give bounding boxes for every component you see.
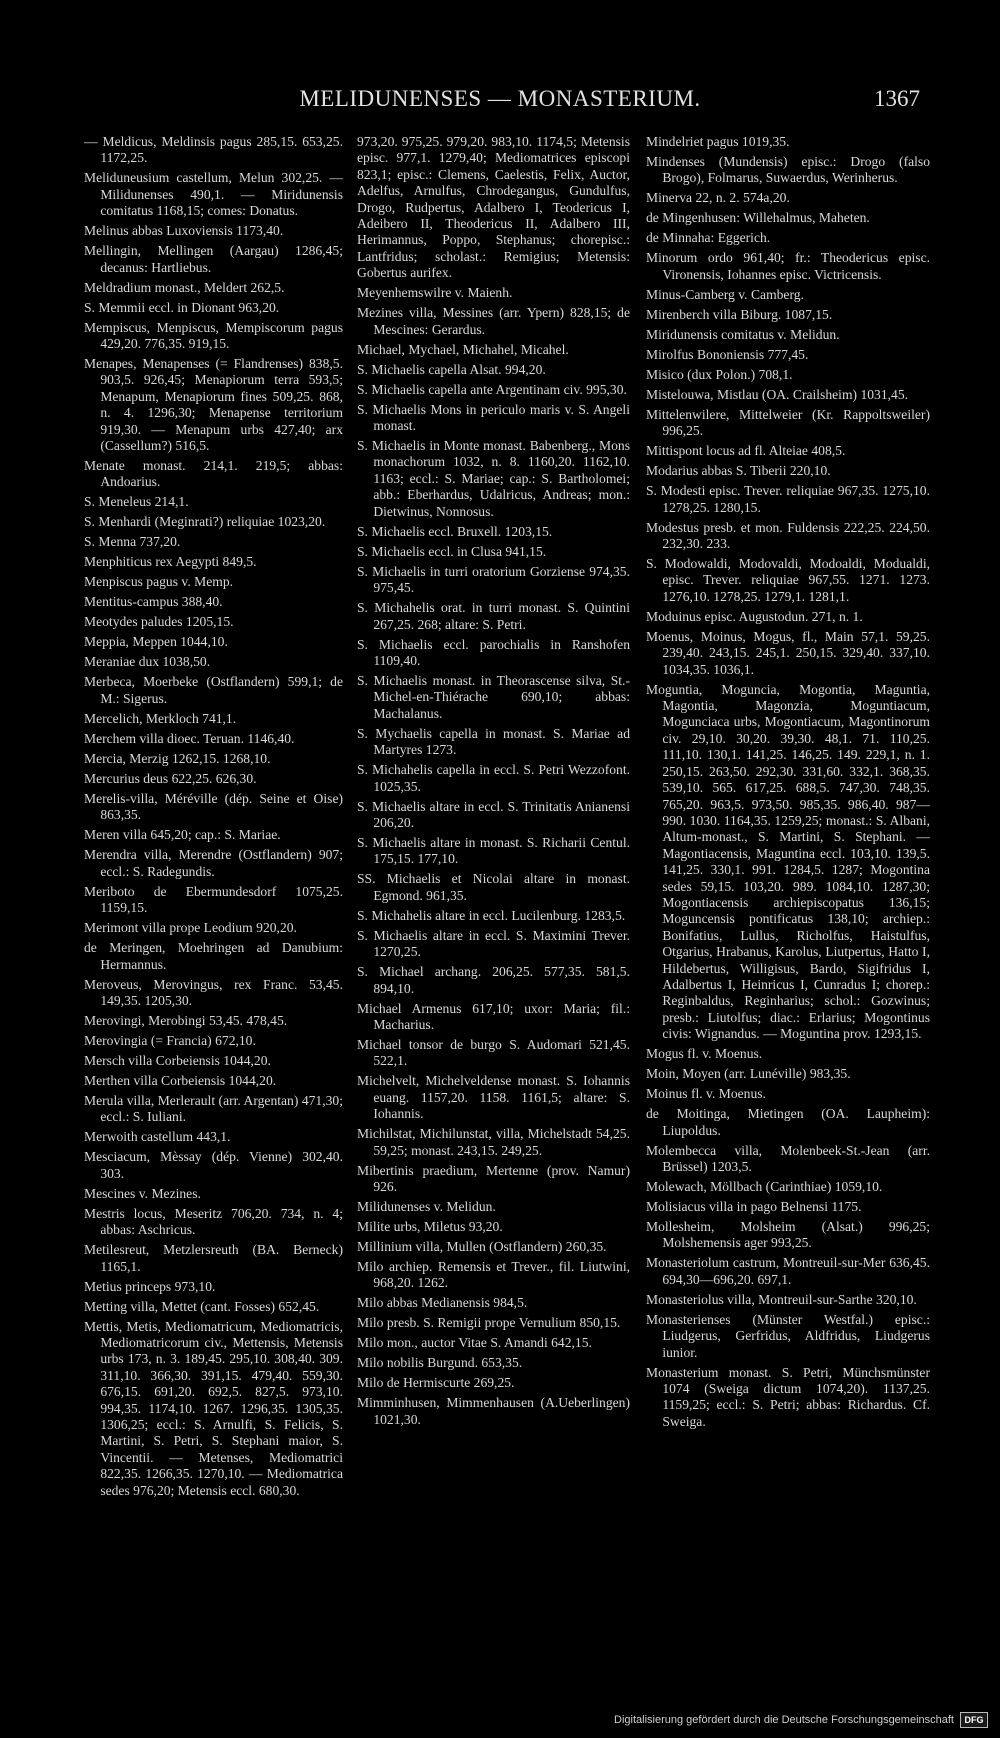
index-entry: S. Michaelis eccl. in Clusa 941,15.: [357, 543, 547, 559]
index-entry: S. Michaelis eccl. Bruxell. 1203,15.: [357, 523, 553, 539]
index-entry: Meotydes paludes 1205,15.: [84, 614, 234, 630]
index-entry: Modestus presb. et mon. Fuldensis 222,25. 224,50. 232,30. 233.: [646, 519, 930, 552]
index-entry: S. Michaelis altare in eccl. S. Maximini Trever. 1270,25.: [357, 927, 630, 960]
index-entry: Michael Armenus 617,10; uxor: Maria; fil.: Macharius.: [357, 1000, 630, 1032]
index-entry: Mirenberch villa Biburg. 1087,15.: [646, 306, 833, 322]
index-entry: Merendra villa, Merendre (Ostflandern) 907; eccl.: S. Radegundis.: [84, 847, 343, 879]
index-entry: Milo abbas Medianensis 984,5.: [357, 1295, 528, 1311]
index-entry: Menate monast. 214,1. 219,5; abbas: Andoarius.: [84, 458, 343, 490]
page-title: MELIDUNENSES — MONASTERIUM.: [299, 86, 701, 111]
index-entry: Merwoith castellum 443,1.: [84, 1129, 231, 1145]
index-entry: Menpiscus pagus v. Memp.: [84, 574, 234, 590]
index-column-2: [357, 134, 630, 1432]
index-entry: S. Modowaldi, Modovaldi, Modoaldi, Modualdi, episc. Trever. reliquiae 967,55. 1271. 1273. 1276,10. 1278,25. 1279,1. 1281,1.: [646, 556, 930, 604]
index-entry: S. Michael archang. 206,25. 577,35. 581,5. 894,10.: [357, 964, 630, 996]
index-entry: Milo mon., auctor Vitae S. Amandi 642,15.: [357, 1335, 592, 1351]
dfg-logo-icon: DFG: [960, 1712, 988, 1728]
credit-text: Digitalisierung gefördert durch die Deutsche Forschungsgemeinschaft: [614, 1714, 954, 1726]
index-entry: Mibertinis praedium, Mertenne (prov. Namur) 926.: [357, 1162, 630, 1194]
index-entry: Moguntia, Moguncia, Mogontia, Maguntia, Magontia, Magonzia, Moguntiacum, Mogunciaca urbs, Mogontiacum, Magontinorum civ. 29,10. 30,20. 39,30. 48,1. 71. 110,25. 111,10. 130,1. 141,25. 146,25. 149. 229,1, n. 1. 250,15. 263,50. 292,30. 331,60. 332,1. 368,35. 539,10. 565. 617,25. 688,5. 747,30. 748,35. 765,20. 963,5. 973,50. 985,35. 986,40. 987—990. 1030. 1164,35. 1259,25; monast.: S. Albani, Altum-monast., S. Martini, S. Stephani. — Magontiacensis, Maguntina eccl. 103,10. 139,5. 141,25. 330,1. 991. 1284,5. 1287; Mogontina sedes 59,15. 103,20. 989. 1084,10. 1287,30; Mogontiacensis archiepiscopatus 136,15; Moguncensis pontificatus 138,10; archiep.: Bonifatius, Lullus, Richolfus, Haistulfus, Otgarius, Hrabanus, Karolus, Liutpertus, Hatto I, Hildebertus, Willigisus, Bardo, Sigifridus I, Adalbertus I, Heinricus I, Cunradus I; chorep.: Reginbaldus, Reginharius; schol.: Gozwinus; presb.: Liutolfus; diac.: Erlarius; Mogontinus civis: Wignandus. — Moguntina prov. 1293,15.: [646, 681, 930, 1042]
index-entry: Mirolfus Bononiensis 777,45.: [646, 346, 809, 362]
index-entry: S. Michahelis altare in eccl. Lucilenburg. 1283,5.: [357, 907, 626, 923]
index-entry: — Meldicus, Meldinsis pagus 285,15. 653,25. 1172,25.: [84, 134, 343, 166]
index-entry: Menphiticus rex Aegypti 849,5.: [84, 554, 257, 570]
index-entry: Michael, Mychael, Michahel, Micahel.: [357, 341, 569, 357]
index-entry: Mempiscus, Menpiscus, Mempiscorum pagus 429,20. 776,35. 919,15.: [84, 319, 343, 352]
index-entry: Monasteriolum castrum, Montreuil-sur-Mer 636,45. 694,30—696,20. 697,1.: [646, 1255, 930, 1287]
index-entry: S. Menna 737,20.: [84, 534, 181, 550]
index-entry: Monasterienses (Münster Westfal.) episc.: Liudgerus, Gerfridus, Aldfridus, Liudgerus iunior.: [646, 1311, 930, 1360]
index-entry: Mentitus-campus 388,40.: [84, 594, 223, 610]
index-entry: Mimminhusen, Mimmenhausen (A.Ueberlingen) 1021,30.: [357, 1395, 630, 1427]
index-entry: Mollesheim, Molsheim (Alsat.) 996,25; Molshemensis ager 993,25.: [646, 1219, 930, 1251]
index-entry: Merimont villa prope Leodium 920,20.: [84, 920, 297, 936]
digitization-credit: [614, 1712, 988, 1728]
index-entry: Michael tonsor de burgo S. Audomari 521,45. 522,1.: [357, 1036, 630, 1069]
index-entry: S. Mychaelis capella in monast. S. Mariae ad Martyres 1273.: [357, 725, 630, 758]
index-entry: Meraniae dux 1038,50.: [84, 654, 211, 670]
index-entry: Molisiacus villa in pago Belnensi 1175.: [646, 1199, 862, 1214]
index-entry: S. Meneleus 214,1.: [84, 494, 189, 510]
index-entry: Mellingin, Mellingen (Aargau) 1286,45; decanus: Hartliebus.: [84, 243, 343, 275]
index-entry: Mercelich, Merkloch 741,1.: [84, 710, 237, 726]
index-entry: Mestris locus, Meseritz 706,20. 734, n. 4; abbas: Aschricus.: [84, 1205, 343, 1238]
index-entry: Mescines v. Mezines.: [84, 1185, 201, 1201]
index-entry: S. Michaelis altare in eccl. S. Trinitatis Anianensi 206,20.: [357, 798, 630, 830]
index-entry: Milo nobilis Burgund. 653,35.: [357, 1355, 523, 1371]
index-entry: Mindenses (Mundensis) episc.: Drogo (falso Brogo), Folmarus, Suwaerdus, Werinherus.: [646, 154, 930, 186]
index-entry: Meldradium monast., Meldert 262,5.: [84, 279, 285, 295]
index-entry: Meroveus, Merovingus, rex Franc. 53,45. 149,35. 1205,30.: [84, 976, 343, 1008]
index-entry: Meren villa 645,20; cap.: S. Mariae.: [84, 827, 281, 843]
index-entry: Moduinus episc. Augustodun. 271, n. 1.: [646, 608, 863, 624]
index-entry: Milo presb. S. Remigii prope Vernulium 850,15.: [357, 1315, 621, 1331]
index-entry: de Meringen, Moehringen ad Danubium: Hermannus.: [84, 940, 343, 972]
index-entry: Milidunenses v. Melidun.: [357, 1199, 496, 1214]
index-entry: Merbeca, Moerbeke (Ostflandern) 599,1; de M.: Sigerus.: [84, 674, 343, 706]
index-entry: S. Michaelis capella ante Argentinam civ. 995,30.: [357, 381, 627, 397]
index-entry: S. Modesti episc. Trever. reliquiae 967,35. 1275,10. 1278,25. 1280,15.: [646, 483, 930, 515]
index-entry: S. Memmii eccl. in Dionant 963,20.: [84, 299, 280, 315]
index-entry: de Moitinga, Mietingen (OA. Laupheim): Liupoldus.: [646, 1106, 930, 1138]
index-entry: Merula villa, Merlerault (arr. Argentan) 471,30; eccl.: S. Iuliani.: [84, 1092, 343, 1125]
index-entry: Modarius abbas S. Tiberii 220,10.: [646, 463, 831, 479]
index-entry: Michilstat, Michilunstat, villa, Michelstadt 54,25. 59,25; monast. 243,15. 249,25.: [357, 1126, 630, 1158]
index-entry: Miridunensis comitatus v. Melidun.: [646, 326, 840, 342]
page-number: 1367: [874, 86, 920, 111]
index-entry: S. Michahelis capella in eccl. S. Petri Wezzofont. 1025,35.: [357, 762, 630, 794]
index-entry: Michelvelt, Michelveldense monast. S. Iohannis euang. 1157,20. 1158. 1161,5; altare: S. Iohannis.: [357, 1073, 630, 1122]
index-entry: Merthen villa Corbeiensis 1044,20.: [84, 1072, 277, 1088]
index-entry: Melinus abbas Luxoviensis 1173,40.: [84, 223, 284, 239]
index-entry: Milo archiep. Remensis et Trever., fil. Liutwini, 968,20. 1262.: [357, 1259, 630, 1291]
index-entry: Monasteriolus villa, Montreuil-sur-Sarthe 320,10.: [646, 1291, 917, 1307]
index-entry: Metilesreut, Metzlersreuth (BA. Berneck) 1165,1.: [84, 1242, 343, 1274]
index-entry: S. Michaelis monast. in Theorascense silva, St.-Michel-en-Thiérache 690,10; abbas: Machalanus.: [357, 672, 630, 721]
index-entry: Milite urbs, Miletus 93,20.: [357, 1219, 503, 1234]
index-entry: Meliduneusium castellum, Melun 302,25. — Milidunenses 490,1. — Miridunensis comitatus 1168,15; comes: Donatus.: [84, 170, 343, 219]
index-entry: Mittispont locus ad fl. Alteiae 408,5.: [646, 443, 846, 459]
index-entry: S. Michahelis orat. in turri monast. S. Quintini 267,25. 268; altare: S. Petri.: [357, 600, 630, 632]
index-entry: S. Michaelis capella Alsat. 994,20.: [357, 361, 546, 377]
index-entry: Moin, Moyen (arr. Lunéville) 983,35.: [646, 1066, 851, 1082]
index-entry: Mindelriet pagus 1019,35.: [646, 134, 790, 149]
page-header: [70, 86, 930, 126]
index-entry: Merchem villa dioec. Teruan. 1146,40.: [84, 730, 295, 746]
index-column-1: [84, 134, 343, 1503]
index-entry: Mesciacum, Mèssay (dép. Vienne) 302,40. 303.: [84, 1149, 343, 1181]
index-entry: S. Michaelis Mons in periculo maris v. S. Angeli monast.: [357, 401, 630, 434]
index-entry: S. Menhardi (Meginrati?) reliquiae 1023,20.: [84, 514, 326, 530]
index-entry: SS. Michaelis et Nicolai altare in monast. Egmond. 961,35.: [357, 871, 630, 903]
index-entry: de Minnaha: Eggerich.: [646, 230, 771, 246]
index-entry: Mogus fl. v. Moenus.: [646, 1046, 763, 1062]
index-entry: Mercia, Merzig 1262,15. 1268,10.: [84, 750, 271, 766]
index-entry: 973,20. 975,25. 979,20. 983,10. 1174,5; Metensis episc. 977,1. 1279,40; Mediomatrices episcopi 823,1; episc.: Clemens, Caelestis, Felix, Auctor, Adelfus, Arnulfus, Chrodegangus, Gundulfus, Drogo, Rudpertus, Adalbero I, Teodericus I, Adeibero II, Theodericus II, Adalbero III, Herimannus, Poppo, Stephanus; chorepisc.: Lantfridus; scholast.: Remigius; Metensis: Gobertus aurifex.: [357, 134, 630, 281]
index-entry: Millinium villa, Mullen (Ostflandern) 260,35.: [357, 1239, 607, 1254]
index-entry: S. Michaelis altare in monast. S. Richarii Centul. 175,15. 177,10.: [357, 834, 630, 867]
index-entry: Merelis-villa, Méréville (dép. Seine et Oise) 863,35.: [84, 790, 343, 823]
index-entry: Meppia, Meppen 1044,10.: [84, 634, 228, 650]
index-entry: S. Michaelis eccl. parochialis in Ranshofen 1109,40.: [357, 636, 630, 668]
index-entry: Monasterium monast. S. Petri, Münchsmünster 1074 (Sweiga dictum 1074,20). 1137,25. 1159,25; eccl.: S. Petri; abbas: Richardus. Cf. Sweiga.: [646, 1364, 930, 1429]
index-entry: Metting villa, Mettet (cant. Fosses) 652,45.: [84, 1298, 320, 1314]
index-entry: Moinus fl. v. Moenus.: [646, 1086, 766, 1102]
index-entry: Misico (dux Polon.) 708,1.: [646, 366, 793, 382]
index-column-3: [646, 134, 930, 1434]
index-entry: Milo de Hermiscurte 269,25.: [357, 1375, 515, 1391]
index-entry: Minorum ordo 961,40; fr.: Theodericus episc. Vironensis, Iohannes episc. Victricensis.: [646, 250, 930, 282]
index-entry: Merovingi, Merobingi 53,45. 478,45.: [84, 1012, 288, 1028]
index-entry: Metius princeps 973,10.: [84, 1278, 216, 1294]
index-entry: Moenus, Moinus, Mogus, fl., Main 57,1. 59,25. 239,40. 243,15. 245,1. 250,15. 329,40. 337,10. 1034,35. 1036,1.: [646, 628, 930, 677]
index-entry: Minus-Camberg v. Camberg.: [646, 286, 804, 302]
index-entry: Mercurius deus 622,25. 626,30.: [84, 770, 257, 786]
index-entry: Meriboto de Ebermundesdorf 1075,25. 1159,15.: [84, 883, 343, 916]
index-entry: Molembecca villa, Molenbeek-St.-Jean (arr. Brüssel) 1203,5.: [646, 1142, 930, 1174]
index-entry: Menapes, Menapenses (= Flandrenses) 838,5. 903,5. 926,45; Menapiorum terra 593,5; Menapum, Menapiorum fines 509,25. 868, n. 4. 1296,30; Menapense territorium 919,30. — Menapum urbs 427,40; arx (Cassellum?) 516,5.: [84, 356, 343, 454]
index-entry: Mistelouwa, Mistlau (OA. Crailsheim) 1031,45.: [646, 386, 909, 402]
index-entry: Minerva 22, n. 2. 574a,20.: [646, 190, 790, 206]
index-entry: Mezines villa, Messines (arr. Ypern) 828,15; de Mescines: Gerardus.: [357, 305, 630, 337]
index-entry: Meyenhemswilre v. Maienh.: [357, 285, 513, 301]
index-entry: Mersch villa Corbeiensis 1044,20.: [84, 1052, 271, 1068]
index-entry: de Mingenhusen: Willehalmus, Maheten.: [646, 210, 870, 226]
index-entry: Mettis, Metis, Mediomatricum, Mediomatricis, Mediomatricorum civ., Mettensis, Metensis urbs 173, n. 3. 189,45. 295,10. 308,40. 309. 311,10. 366,30. 391,15. 479,40. 559,30. 676,15. 691,20. 692,5. 827,5. 973,10. 994,35. 1174,10. 1267. 1296,35. 1305,35. 1306,25; eccl.: S. Arnulfi, S. Felicis, S. Martini, S. Petri, S. Stephani maior, S. Vincentii. — Metenses, Mediomatrici 822,35. 1266,35. 1270,10. — Mediomatrica sedes 976,20; Metensis eccl. 680,30.: [84, 1318, 343, 1498]
index-entry: Mittelenwilere, Mittelweier (Kr. Rappoltsweiler) 996,25.: [646, 406, 930, 439]
index-entry: Merovingia (= Francia) 672,10.: [84, 1032, 256, 1048]
index-entry: S. Michaelis in Monte monast. Babenberg., Mons monachorum 1032, n. 8. 1160,20. 1162,10. 1163; eccl.: S. Mariae; cap.: S. Bartholomei; abb.: Eberhardus, Udalricus, Andreas; mon.: Dietwinus, Nonnosus.: [357, 438, 630, 519]
index-entry: S. Michaelis in turri oratorium Gorziense 974,35. 975,45.: [357, 563, 630, 596]
index-entry: Molewach, Möllbach (Carinthiae) 1059,10.: [646, 1179, 883, 1194]
